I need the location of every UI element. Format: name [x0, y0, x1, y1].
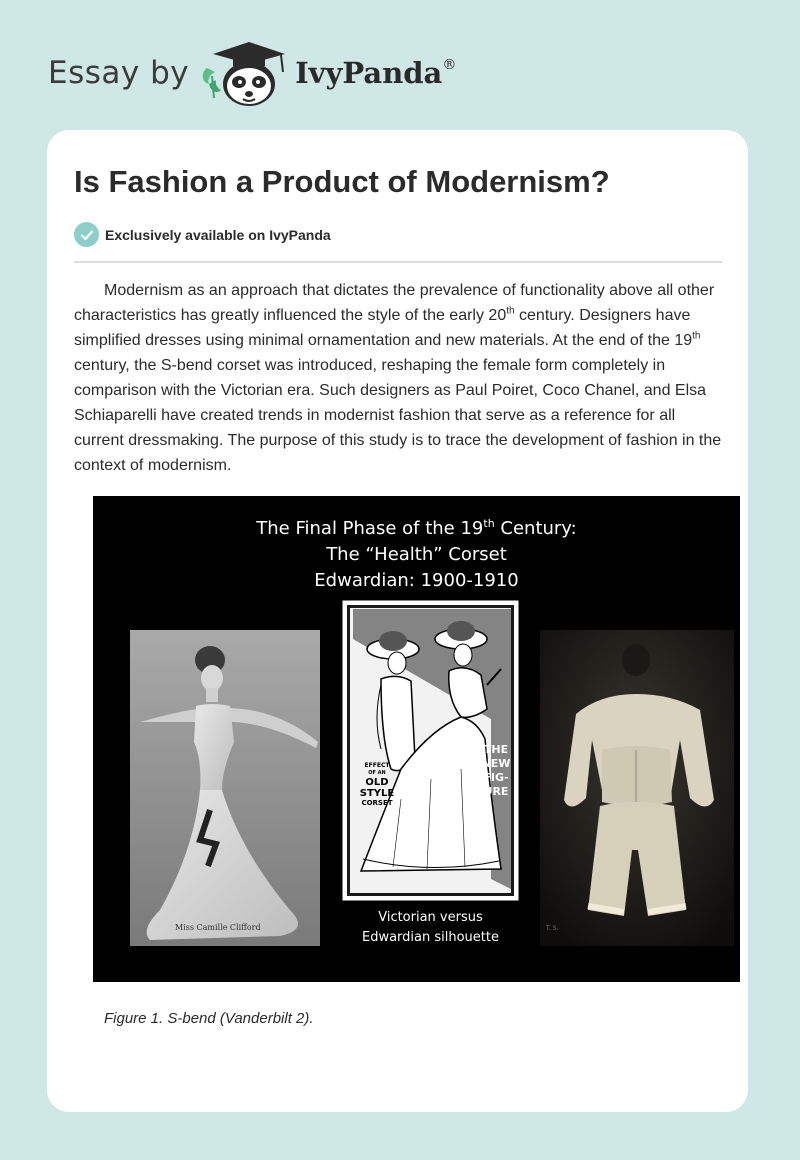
corset-illustration [341, 599, 520, 902]
illustration-caption: Victorian versus Edwardian silhouette [361, 910, 499, 945]
svg-text:STYLE: STYLE [359, 788, 395, 799]
article-card [47, 130, 748, 1112]
svg-text:URE: URE [483, 785, 509, 798]
new-figure-label [482, 743, 511, 798]
svg-text:EFFECT: EFFECT [364, 762, 390, 769]
svg-text:OLD: OLD [365, 777, 389, 788]
panda-logo-icon [199, 38, 295, 108]
brand-name: IvyPanda® [295, 56, 457, 90]
svg-text:FIG-: FIG- [483, 771, 509, 784]
figure-title: The Final Phase of the 19th Century: The “Health” Corset Edwardian: 1900-1910 [256, 517, 577, 591]
svg-text:CORSET: CORSET [361, 799, 393, 807]
divider [74, 261, 722, 263]
left-photo [130, 630, 320, 946]
figure-caption: Figure 1. S-bend (Vanderbilt 2). [104, 1010, 314, 1027]
brand-prefix: Essay by [48, 55, 190, 91]
exclusive-badge [74, 222, 331, 247]
body-paragraph: Modernism as an approach that dictates the prevalence of functionality above all other characteristics has greatly influenced the style of the early 20th century. Designers have simplified dresses using minimal ornamentation and new materials. At the end of the 19th century, the S-bend corset was introduced, reshaping the female form completely in comparison with the Victorian era. Such designers as Paul Poiret, Coco Chanel, and Elsa Schiaparelli have created trends in modernist fashion that serve as a reference for all current dressmaking. The purpose of this study is to trace the development of fashion in the context of modernism. [74, 282, 722, 474]
right-photo [540, 630, 734, 946]
right-photo-mark: T. S. [546, 925, 559, 932]
figure-image [93, 496, 740, 982]
svg-text:NEW: NEW [481, 757, 511, 770]
check-icon [74, 222, 99, 247]
badge-label: Exclusively available on IvyPanda [105, 226, 331, 243]
svg-text:THE: THE [483, 743, 509, 756]
brand-header[interactable] [48, 38, 456, 108]
left-photo-caption: Miss Camille Clifford [175, 923, 261, 932]
page-title: Is Fashion a Product of Modernism? [74, 164, 610, 199]
svg-text:OF AN: OF AN [368, 770, 386, 776]
